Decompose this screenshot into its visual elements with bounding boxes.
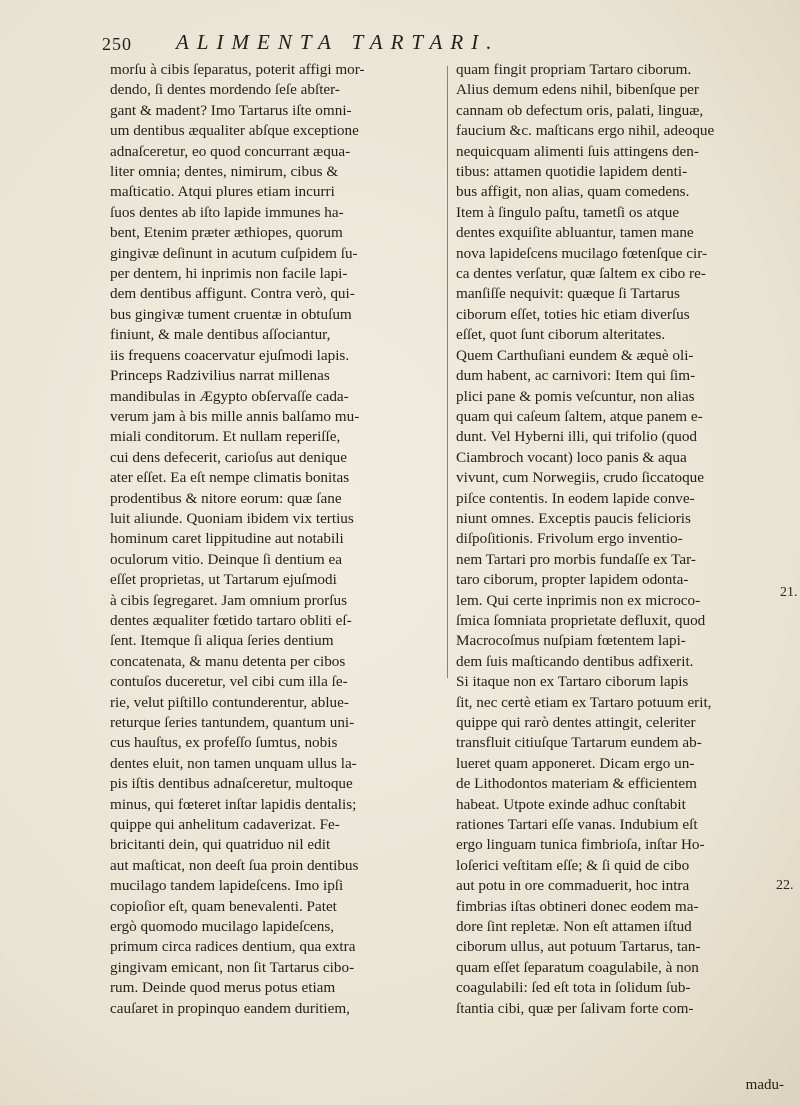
text-line: ſent. Itemque ſi aliqua ſeries dentium (110, 632, 334, 650)
text-line: ca dentes verſatur, quæ ſaltem ex cibo re- (456, 265, 706, 283)
text-line: aut maſticat, non deeſt ſua proin dentibus (110, 856, 359, 874)
text-line: Ciambroch vocant) loco panis & aqua (456, 448, 687, 466)
text-line: dendo, ſi dentes mordendo ſeſe abſter- (110, 81, 340, 99)
text-line: concatenata, & manu detenta per cibos (110, 652, 346, 670)
text-line: Quem Carthuſiani eundem & æquè oli- (456, 346, 694, 364)
text-line: de Lithodontos materiam & efficientem (456, 775, 697, 793)
text-line: niunt omnes. Exceptis paucis felicioris (456, 509, 691, 527)
text-line: transfluit citiuſque Tartarum eundem ab- (456, 734, 702, 752)
margin-note-22: 22. (776, 878, 794, 893)
text-line: ergo linguam tunica fimbrioſa, inſtar Ho- (456, 836, 705, 854)
text-line: quippe qui anhelitum cadaverizat. Fe- (110, 816, 340, 834)
text-line: ciborum eſſet, toties hic etiam diverſus (456, 305, 690, 323)
text-line: verum jam à bis mille annis balſamo mu- (110, 407, 360, 425)
text-line: maſticatio. Atqui plures etiam incurri (110, 183, 335, 201)
text-line: hominum caret lippitudine aut notabili (110, 530, 344, 548)
text-line: dem ſuis maſticando dentibus adfixerit. (456, 652, 694, 670)
text-line: dentes æqualiter fœtido tartaro obliti eſ- (110, 611, 352, 629)
text-line: contuſos duceretur, vel cibi cum illa ſe- (110, 673, 348, 691)
text-line: bricitanti dein, qui quatriduo nil edit (110, 836, 331, 854)
text-line: um dentibus æqualiter abſque exceptione (110, 122, 359, 140)
text-line: dum habent, ac carnivori: Item qui ſim- (456, 367, 696, 385)
text-line: habeat. Utpote exinde adhuc conſtabit (456, 795, 686, 813)
text-line: eſſet, quot ſunt ciborum alteritates. (456, 326, 666, 344)
page-header (102, 18, 768, 58)
text-line: Si itaque non ex Tartaro ciborum lapis (456, 673, 689, 691)
text-line: nem Tartari pro morbis fundaſſe ex Tar- (456, 550, 696, 568)
right-text-column (456, 60, 780, 1019)
text-line: mucilago tandem lapideſcens. Imo ipſi (110, 877, 344, 895)
text-line: dem dentibus affigunt. Contra verò, qui- (110, 285, 355, 303)
text-line: taro ciborum, propter lapidem odonta- (456, 571, 689, 589)
text-line: gant & madent? Imo Tartarus iſte omni- (110, 101, 352, 119)
text-line: coagulabili: ſed eſt tota in ſolidum ſub- (456, 979, 691, 997)
text-line: gingivam emicant, non ſit Tartarus cibo- (110, 958, 355, 976)
text-line: nequicquam alimenti ſuis attingens den- (456, 142, 699, 160)
text-line: ſmica ſomniata proprietate defluxit, quod (456, 611, 706, 629)
text-line: à cibis ſegregaret. Jam omnium prorſus (110, 591, 348, 609)
running-title: ALIMENTA TARTARI. (176, 30, 500, 54)
text-line: vivunt, cum Norwegiis, crudo ſiccatoque (456, 469, 704, 487)
text-line: diſpoſitionis. Frivolum ergo inventio- (456, 530, 683, 548)
text-line: ater eſſet. Ea eſt nempe climatis bonitas (110, 469, 350, 487)
text-line: quam fingit propriam Tartaro ciborum. (456, 61, 692, 78)
text-line: adnaſceretur, eo quod concurrant æqua- (110, 142, 351, 160)
text-line: nova lapideſcens mucilago fœtenſque cir- (456, 244, 708, 262)
text-line: primum circa radices dentium, qua extra (110, 938, 356, 956)
text-line: cannam ob defectum oris, palati, linguæ, (456, 101, 704, 119)
text-line: rie, velut piſtillo contunderentur, ablue- (110, 693, 349, 711)
text-line: quam eſſet ſeparatum coagulabile, à non (456, 958, 699, 976)
text-line: loſerici veſtitam eſſe; & ſi quid de cibo (456, 856, 690, 874)
text-line: aut potu in ore commaduerit, hoc intra (456, 877, 690, 895)
text-line: lueret quam apponeret. Dicam ergo un- (456, 754, 695, 772)
text-line: plici pane & pomis veſcuntur, non alias (456, 387, 695, 405)
text-line: mandibulas in Ægypto obſervaſſe cada- (110, 387, 349, 405)
text-line: cui dens defecerit, carioſus aut denique (110, 448, 347, 466)
text-line: Macrocoſmus nuſpiam fœtentem lapi- (456, 632, 686, 650)
text-line: pis iſtis dentibus adnaſceretur, multoque (110, 775, 353, 793)
text-line: returque ſeries tantundem, quantum uni- (110, 714, 355, 731)
text-line: finiunt, & male dentibus aſſociantur, (110, 326, 331, 344)
text-line: dentes exquiſite abluantur, tamen mane (456, 224, 694, 242)
catchword: madu- (745, 1077, 784, 1093)
text-line: morſu à cibis ſeparatus, poterit affigi mor- (110, 61, 365, 78)
text-line: piſce contentis. In eodem lapide conve- (456, 489, 695, 507)
text-line: ſtantia cibi, quæ per ſalivam forte com- (456, 999, 694, 1017)
text-line: rum. Deinde quod merus potus etiam (110, 979, 336, 997)
text-line: tibus: attamen quotidie lapidem denti- (456, 163, 688, 181)
text-line: per dentem, hi inprimis non facile lapi- (110, 265, 348, 283)
text-line: cauſaret in propinquo eandem duritiem, (110, 999, 350, 1017)
margin-note-21: 21. (780, 585, 798, 600)
text-line: copioſior eſt, quam benevalenti. Patet (110, 897, 337, 915)
text-line: eſſet proprietas, ut Tartarum ejuſmodi (110, 571, 337, 589)
text-line: bus gingivæ tument cruentæ in obtuſum (110, 305, 352, 323)
text-line: ciborum ullus, aut potuum Tartarus, tan- (456, 938, 701, 956)
column-divider (447, 66, 448, 678)
text-line: prodentibus & nitore eorum: quæ ſane (110, 489, 342, 507)
text-line: Alius demum edens nihil, bibenſque per (456, 81, 699, 99)
text-line: miali conditorum. Et nullam reperiſſe, (110, 428, 341, 446)
text-line: lem. Qui certe inprimis non ex microco- (456, 591, 701, 609)
text-line: ergò quomodo mucilago lapideſcens, (110, 918, 335, 936)
text-line: quippe qui rarò dentes attingit, celeriter (456, 714, 696, 731)
page-number: 250 (102, 34, 132, 54)
left-text-column (110, 60, 442, 1019)
text-line: gingivæ deſinunt in acutum cuſpidem ſu- (110, 244, 358, 262)
text-line: rationes Tartari eſſe vanas. Indubium eſt (456, 816, 698, 834)
text-line: minus, qui fœteret inſtar lapidis dentalis; (110, 795, 357, 813)
text-line: bus affigit, non alias, quam comedens. (456, 183, 690, 201)
text-line: faucium &c. maſticans ergo nihil, adeoque (456, 122, 715, 140)
text-line: liter omnia; dentes, nimirum, cibus & (110, 163, 339, 181)
text-line: ſit, nec certè etiam ex Tartaro potuum erit, (456, 693, 712, 711)
text-line: bent, Etenim præter æthiopes, quorum (110, 224, 343, 242)
text-line: Item à ſingulo paſtu, tametſi os atque (456, 203, 680, 221)
text-line: manſiſſe nequivit: quæque ſi Tartarus (456, 285, 680, 303)
text-line: luit aliunde. Quoniam ibidem vix tertius (110, 509, 354, 527)
text-line: dunt. Vel Hyberni illi, qui trifolio (quod (456, 428, 698, 446)
text-line: oculorum vitio. Deinque ſi dentium ea (110, 550, 342, 568)
text-line: iis frequens coacervatur ejuſmodi lapis. (110, 346, 350, 364)
text-line: cus hauſtus, ex profeſſo ſumtus, nobis (110, 734, 338, 752)
text-line: dore ſint repletæ. Non eſt attamen iſtud (456, 918, 692, 936)
text-line: quam qui caſeum ſaltem, atque panem e- (456, 407, 703, 425)
text-line: dentes eluit, non tamen unquam ullus la- (110, 754, 357, 772)
text-line: Princeps Radzivilius narrat millenas (110, 367, 330, 385)
text-line: fimbrias iſtas obtineri donec eodem ma- (456, 897, 699, 915)
text-line: ſuos dentes ab iſto lapide immunes ha- (110, 203, 344, 221)
